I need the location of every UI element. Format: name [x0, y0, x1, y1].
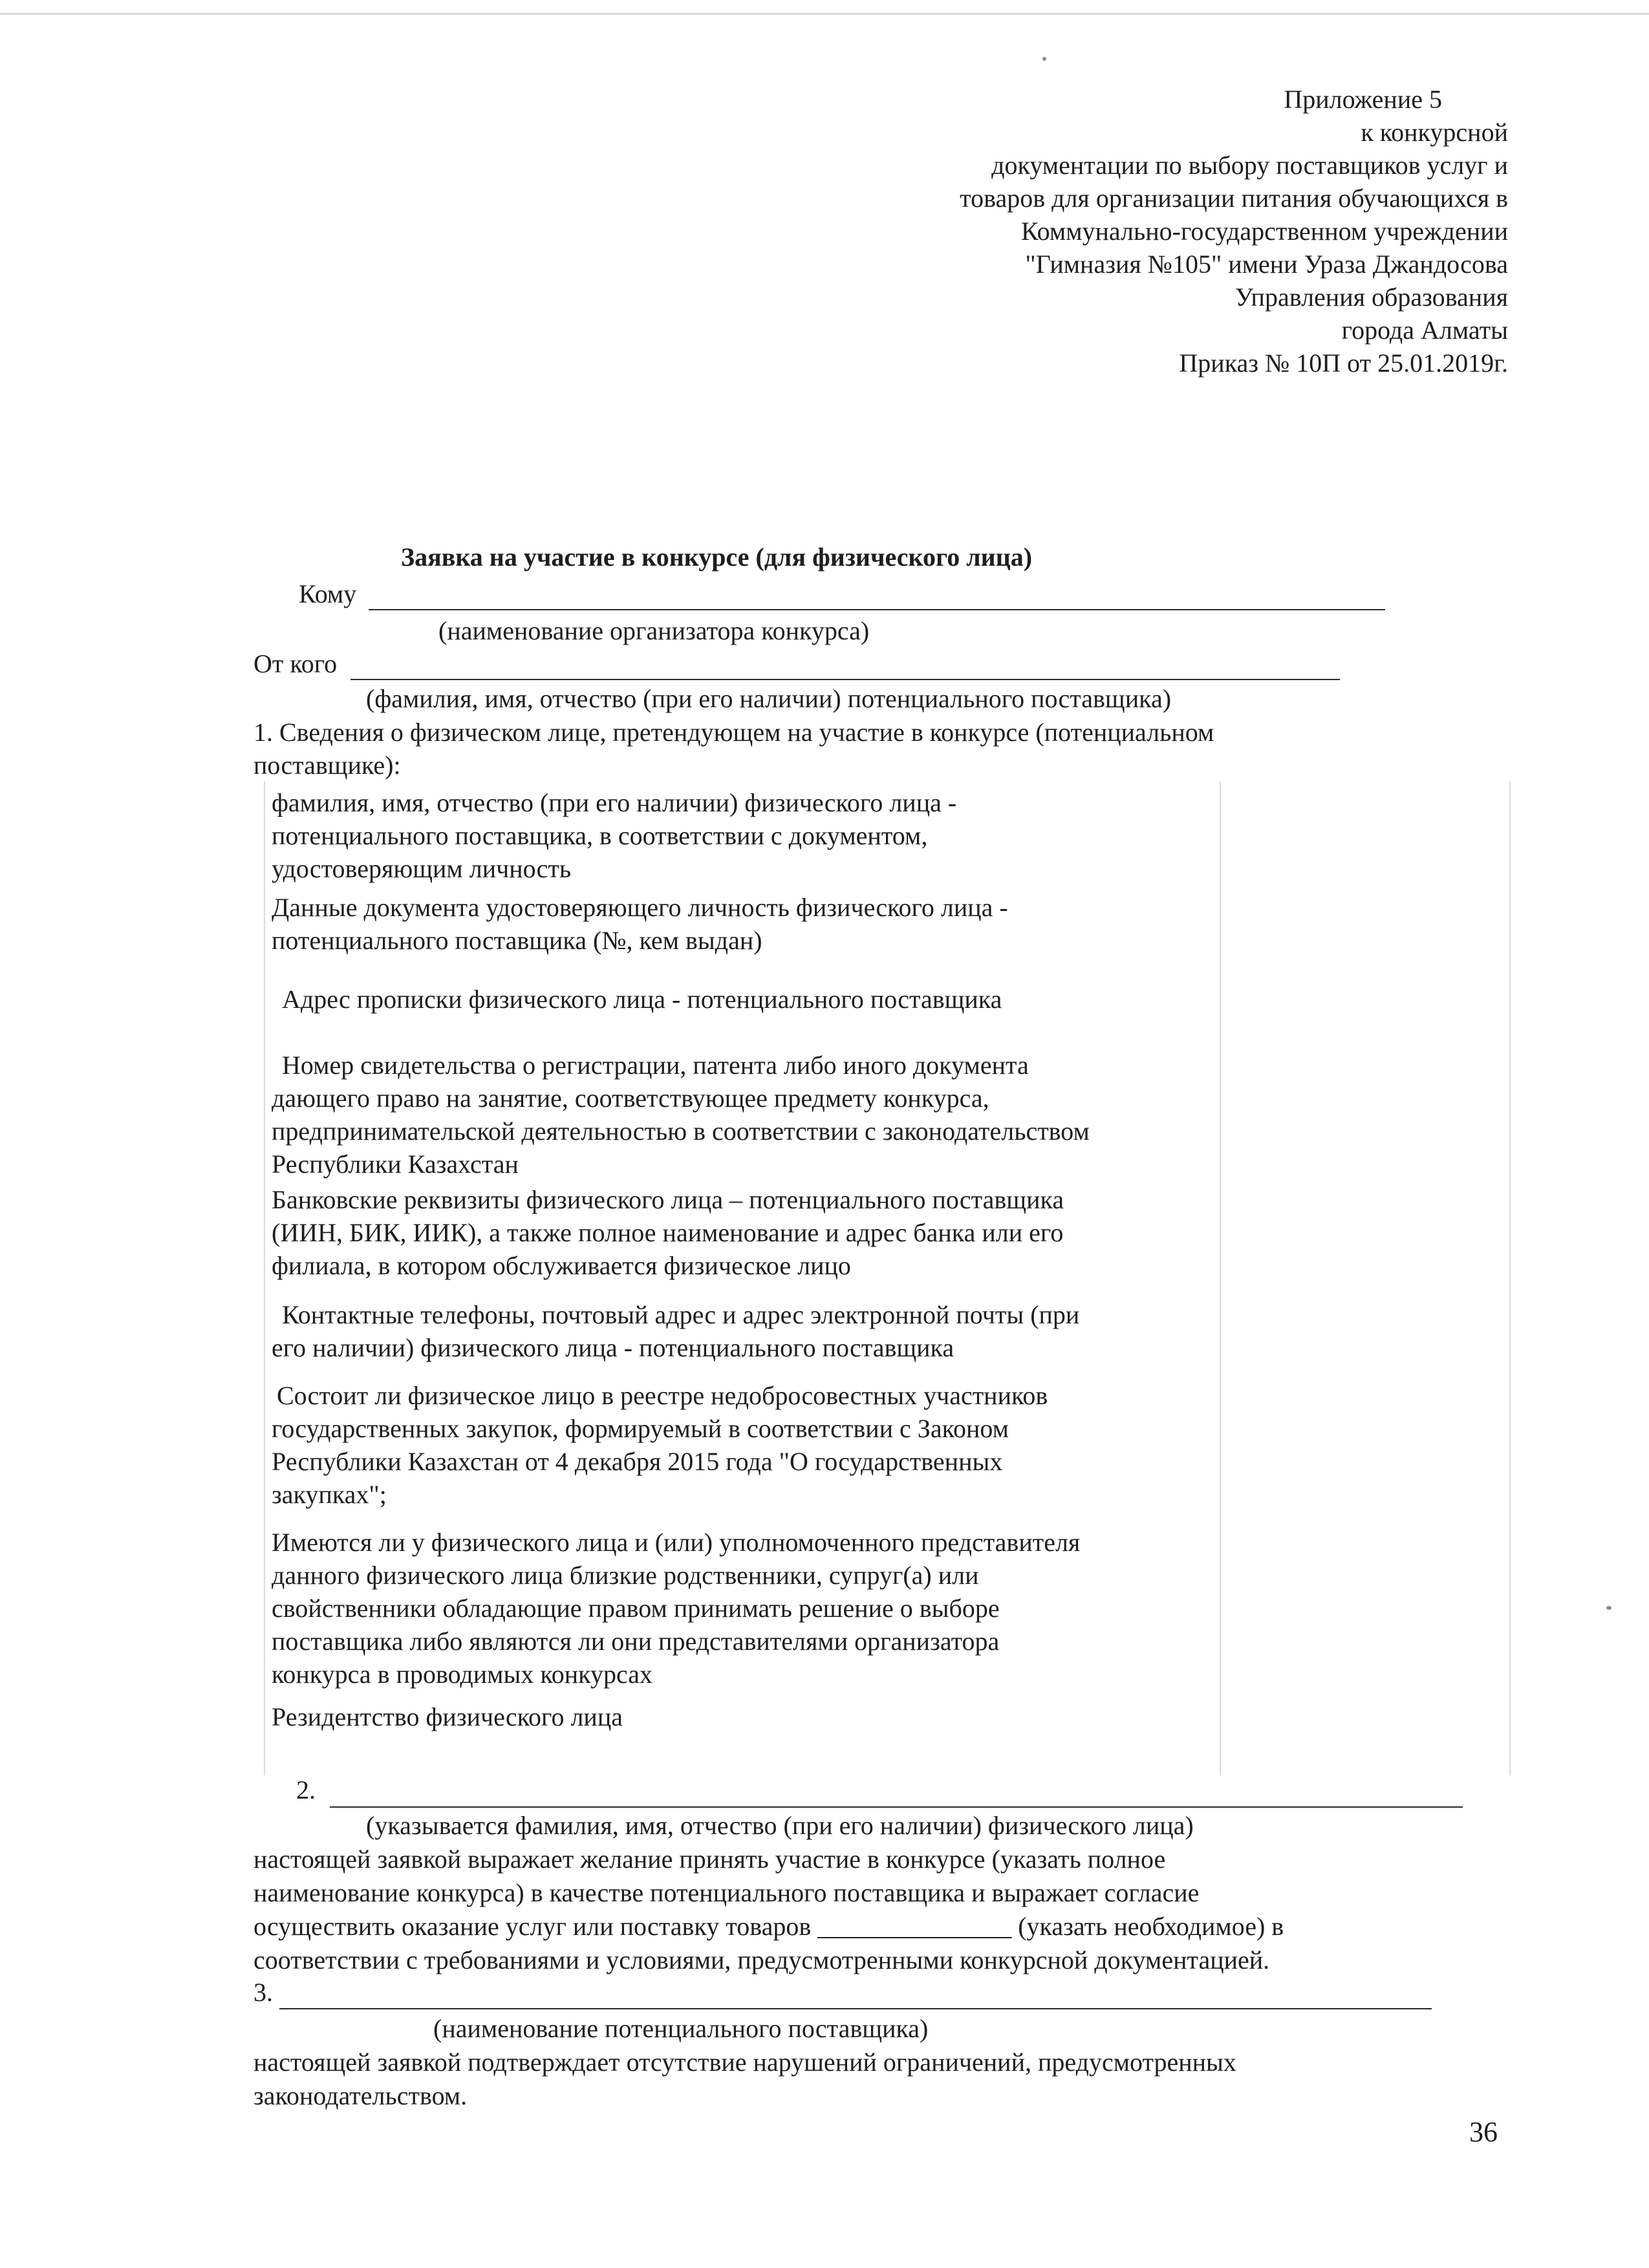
row-text: предпринимательской деятельностью в соответствии с законодательством: [272, 1117, 1090, 1146]
row-text: поставщика либо являются ли они представителями организатора: [272, 1627, 1000, 1656]
row-text: удостоверяющим личность: [272, 854, 572, 883]
row-text: свойственники обладающие правом принимать решение о выборе: [272, 1594, 1000, 1623]
table-right-border: [1509, 781, 1511, 1775]
section2-line: наименование конкурса) в качестве потенциального поставщика и выражает согласие: [253, 1878, 1200, 1907]
row-text: Резидентство физического лица: [272, 1702, 623, 1731]
table-row: [264, 1379, 1214, 1511]
row-text: его наличии) физического лица - потенциального поставщика: [272, 1333, 954, 1362]
row-text: Контактные телефоны, почтовый адрес и адрес электронной почты (при: [282, 1300, 1080, 1329]
table-row: [264, 983, 1214, 1016]
row-text: (ИИН, БИК, ИИК), а также полное наименование и адрес банка или его: [272, 1218, 1064, 1247]
section3-line: настоящей заявкой подтверждает отсутствие нарушений ограничений, предусмотренных: [253, 2048, 1236, 2077]
table-row: [264, 1049, 1214, 1181]
table-column-divider: [1220, 781, 1221, 1775]
row-text: Адрес прописки физического лица - потенциального поставщика: [282, 985, 1002, 1014]
from-label: От кого: [253, 649, 338, 678]
row-text: Республики Казахстан от 4 декабря 2015 года "О государственных: [272, 1447, 1003, 1476]
header-line: Коммунально-государственном учреждении: [1020, 217, 1508, 246]
row-text: закупках";: [272, 1480, 387, 1509]
row-text: филиала, в котором обслуживается физическое лицо: [272, 1251, 851, 1280]
row-text: государственных закупок, формируемый в соответствии с Законом: [272, 1414, 1009, 1443]
table-row: [264, 1298, 1214, 1364]
table-row: [264, 1526, 1214, 1691]
section2-line: осуществить оказание услуг или поставку товаров _______________ (указать необходимое) в: [253, 1912, 1284, 1941]
row-text: Номер свидетельства о регистрации, патента либо иного документа: [282, 1051, 1029, 1080]
header-line: документации по выбору поставщиков услуг и: [991, 151, 1508, 180]
table-row: [264, 1700, 1214, 1733]
header-line: Приказ № 10П от 25.01.2019г.: [1179, 348, 1508, 378]
header-line: города Алматы: [1341, 316, 1508, 345]
page-number: 36: [1469, 2116, 1498, 2148]
to-label: Кому: [299, 579, 357, 608]
applicant-info-table: [264, 781, 1512, 1775]
row-text: Банковские реквизиты физического лица – потенциального поставщика: [272, 1185, 1064, 1214]
scan-speck: [1606, 1606, 1611, 1610]
table-row: [264, 1183, 1214, 1282]
table-row: [264, 891, 1214, 957]
header-line: Приложение 5: [1284, 85, 1442, 114]
row-text: конкурса в проводимых конкурсах: [272, 1660, 653, 1689]
section3-number: 3.: [253, 1978, 273, 2007]
to-caption: (наименование организатора конкурса): [438, 616, 870, 645]
header-line: "Гимназия №105" имени Ураза Джандосова: [1025, 250, 1508, 279]
section1-line: 1. Сведения о физическом лице, претендующем на участие в конкурсе (потенциальном: [253, 718, 1214, 747]
section3-caption: (наименование потенциального поставщика): [433, 2014, 929, 2043]
row-text: потенциального поставщика, в соответствии с документом,: [272, 821, 928, 850]
row-text: данного физического лица близкие родственники, супруг(а) или: [272, 1561, 979, 1590]
table-row: [264, 786, 1214, 885]
appendix-header: [667, 83, 1508, 380]
header-line: товаров для организации питания обучающихся в: [960, 184, 1508, 213]
section1-line: поставщике):: [253, 751, 401, 780]
row-text: Данные документа удостоверяющего личность физического лица -: [272, 893, 1008, 922]
row-text: Республики Казахстан: [272, 1150, 519, 1179]
from-caption: (фамилия, имя, отчество (при его наличии) потенциального поставщика): [366, 684, 1172, 713]
scan-speck: [1042, 57, 1046, 61]
row-text: дающего право на занятие, соответствующее предмету конкурса,: [272, 1084, 989, 1113]
scan-edge-line: [0, 13, 1649, 15]
header-line: Управления образования: [1234, 283, 1508, 312]
row-text: фамилия, имя, отчество (при его наличии) физического лица -: [272, 788, 957, 817]
to-fill-line: [369, 609, 1385, 610]
section2-number: 2.: [296, 1775, 316, 1804]
row-text: Имеются ли у физического лица и (или) уполномоченного представителя: [272, 1528, 1081, 1557]
section2-fill-line: [330, 1806, 1463, 1808]
section2-line: настоящей заявкой выражает желание принять участие в конкурсе (указать полное: [253, 1845, 1166, 1874]
document-title: Заявка на участие в конкурсе (для физического лица): [401, 542, 1033, 572]
from-fill-line: [350, 679, 1340, 680]
row-text: потенциального поставщика (№, кем выдан): [272, 926, 762, 955]
header-line: к конкурсной: [1361, 118, 1508, 147]
row-text: Состоит ли физическое лицо в реестре недобросовестных участников: [277, 1381, 1048, 1410]
section3-fill-line: [279, 2008, 1432, 2009]
section3-line: законодательством.: [253, 2081, 468, 2110]
section2-caption: (указывается фамилия, имя, отчество (при его наличии) физического лица): [366, 1811, 1194, 1840]
section2-line: соответствии с требованиями и условиями, предусмотренными конкурсной документацией.: [253, 1945, 1270, 1974]
